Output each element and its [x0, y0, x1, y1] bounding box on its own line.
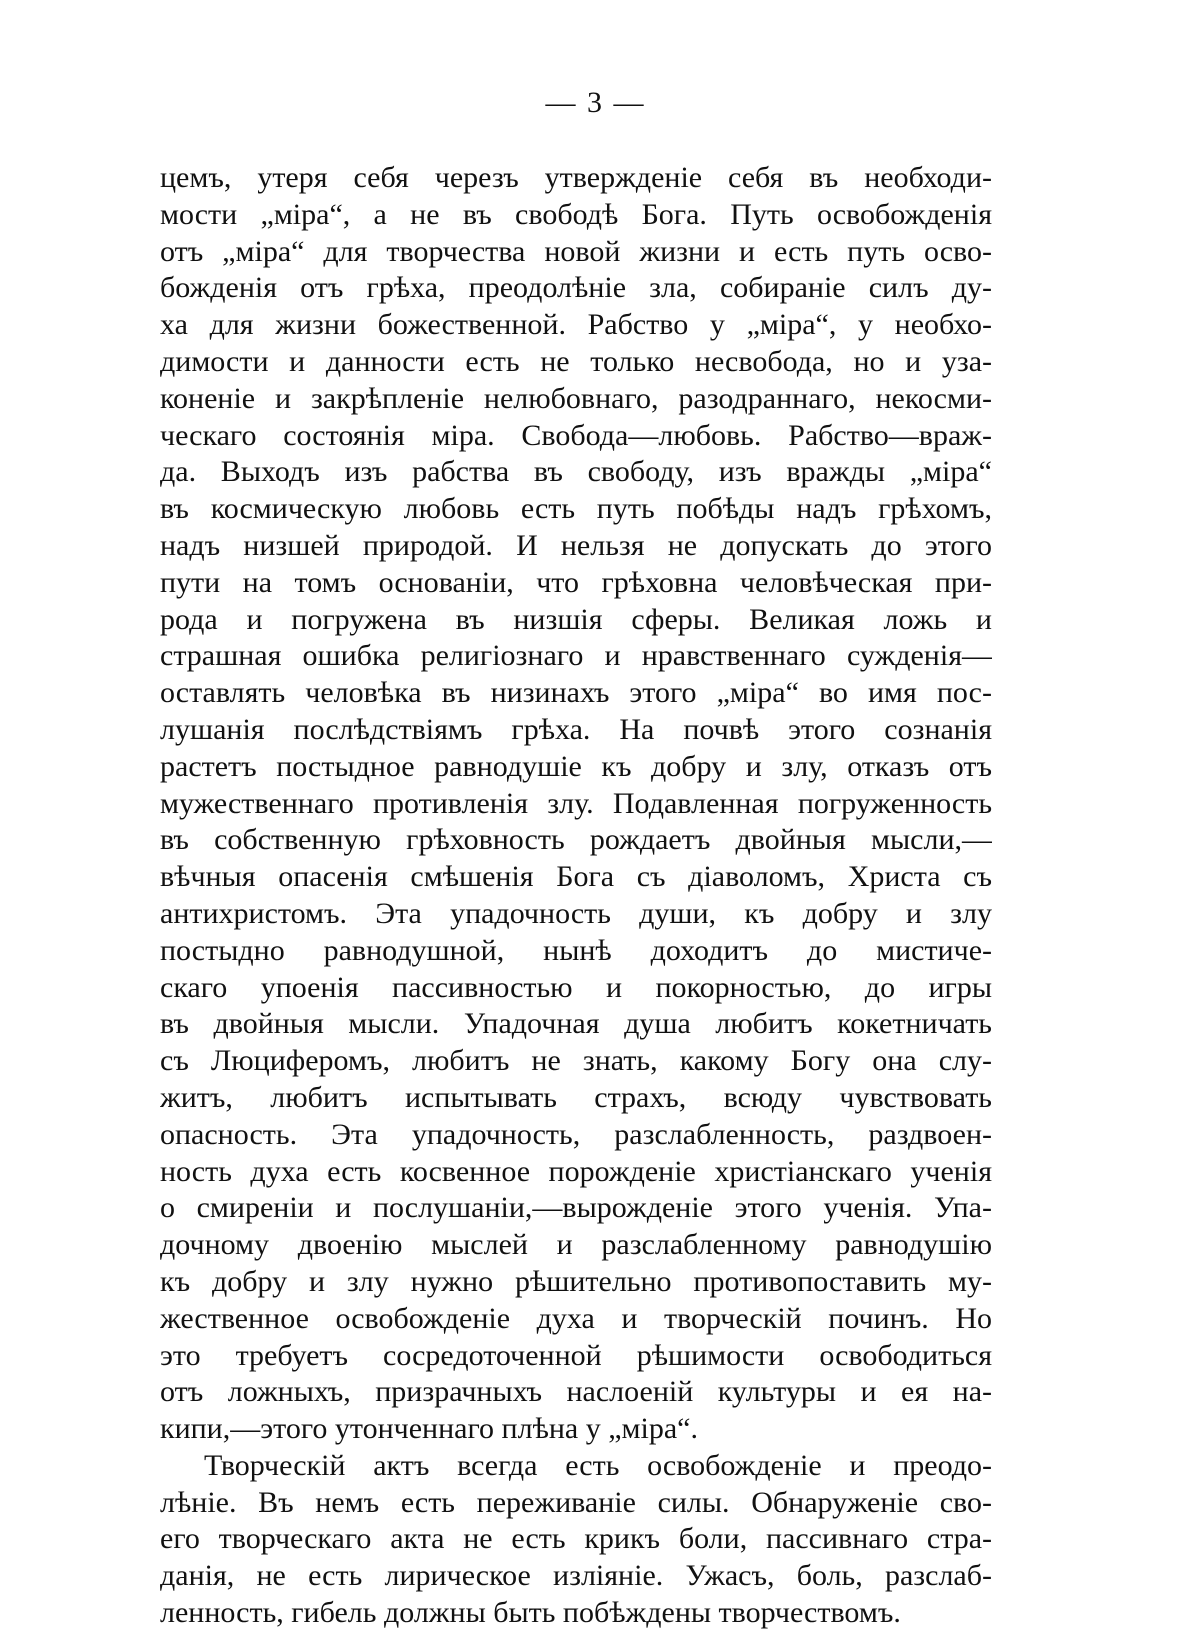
text-line: скаго упоенія пассивностью и покорностью, до игры — [160, 970, 992, 1004]
text-line: дочному двоенію мыслей и разслабленному равнодушію — [160, 1228, 992, 1262]
text-line: ность духа есть косвенное порожденіе христіанскаго ученія — [160, 1154, 992, 1188]
paragraph-2 — [160, 1448, 992, 1632]
text-line: въ двойныя мысли. Упадочная душа любитъ кокетничать — [160, 1007, 992, 1041]
text-line: ческаго состоянія міра. Свобода—любовь. Рабство—враж- — [160, 418, 992, 452]
text-line: да. Выходъ изъ рабства въ свободу, изъ вражды „міра“ — [160, 455, 992, 489]
text-line: надъ низшей природой. И нельзя не допускать до этого — [160, 528, 992, 562]
text-line: съ Люциферомъ, любитъ не знать, какому Богу она слу- — [160, 1044, 992, 1078]
paragraph-1 — [160, 160, 992, 1448]
text-line: димости и данности есть не только несвобода, но и уза- — [160, 344, 992, 378]
text-line: мужественнаго противленія злу. Подавленная погруженность — [160, 786, 992, 820]
text-line: растетъ постыдное равнодушіе къ добру и злу, отказъ отъ — [160, 749, 992, 783]
text-line: отъ ложныхъ, призрачныхъ наслоеній культуры и ея на- — [160, 1375, 992, 1409]
text-line: это требуетъ сосредоточенной рѣшимости освободиться — [160, 1338, 992, 1372]
text-line: коненіе и закрѣпленіе нелюбовнаго, разодраннаго, некосми- — [160, 381, 992, 415]
text-line: лушанія послѣдствіямъ грѣха. На почвѣ этого сознанія — [160, 712, 992, 746]
text-line: вѣчныя опасенія смѣшенія Бога съ діаволомъ, Христа съ — [160, 860, 992, 894]
text-line: страшная ошибка религіознаго и нравственнаго сужденія— — [160, 639, 992, 673]
text-line: въ собственную грѣховность рождаетъ двойныя мысли,— — [160, 823, 992, 857]
text-line: мости „міра“, а не въ свободѣ Бога. Путь освобожденія — [160, 197, 992, 231]
text-line: божденія отъ грѣха, преодолѣніе зла, собираніе силъ ду- — [160, 271, 992, 305]
text-line: ленность, гибель должны быть побѣждены творчествомъ. — [160, 1596, 901, 1630]
text-line: къ добру и злу нужно рѣшительно противопоставить му- — [160, 1264, 992, 1298]
text-line: рода и погружена въ низшія сферы. Великая ложь и — [160, 602, 992, 636]
text-line: кипи,—этого утонченнаго плѣна у „міра“. — [160, 1412, 698, 1446]
body-text — [160, 160, 992, 1632]
text-line: пути на томъ основаніи, что грѣховна человѣческая при- — [160, 565, 992, 599]
text-line: опасность. Эта упадочность, разслабленность, раздвоен- — [160, 1117, 992, 1151]
text-line: о смиреніи и послушаніи,—вырожденіе этого ученія. Упа- — [160, 1191, 992, 1225]
text-line: постыдно равнодушной, нынѣ доходитъ до мистиче- — [160, 933, 992, 967]
text-line: Творческій актъ всегда есть освобожденіе и преодо- — [204, 1448, 992, 1482]
text-line: его творческаго акта не есть крикъ боли, пассивнаго стра- — [160, 1522, 992, 1556]
page-number: — 3 — — [545, 86, 646, 119]
text-line: жественное освобожденіе духа и творческій починъ. Но — [160, 1301, 992, 1335]
text-line: оставлять человѣка въ низинахъ этого „міра“ во имя пос- — [160, 676, 992, 710]
text-line: отъ „міра“ для творчества новой жизни и есть путь осво- — [160, 234, 992, 268]
text-line: антихристомъ. Эта упадочность души, къ добру и злу — [160, 896, 992, 930]
text-line: данія, не есть лирическое изліяніе. Ужасъ, боль, разслаб- — [160, 1559, 992, 1593]
text-line: ха для жизни божественной. Рабство у „міра“, у необхо- — [160, 308, 992, 342]
text-line: лѣніе. Въ немъ есть переживаніе силы. Обнаруженіе сво- — [160, 1485, 992, 1519]
text-line: житъ, любитъ испытывать страхъ, всюду чувствовать — [160, 1080, 992, 1114]
text-line: въ космическую любовь есть путь побѣды надъ грѣхомъ, — [160, 492, 992, 526]
text-line: цемъ, утеря себя черезъ утвержденіе себя въ необходи- — [160, 161, 992, 194]
